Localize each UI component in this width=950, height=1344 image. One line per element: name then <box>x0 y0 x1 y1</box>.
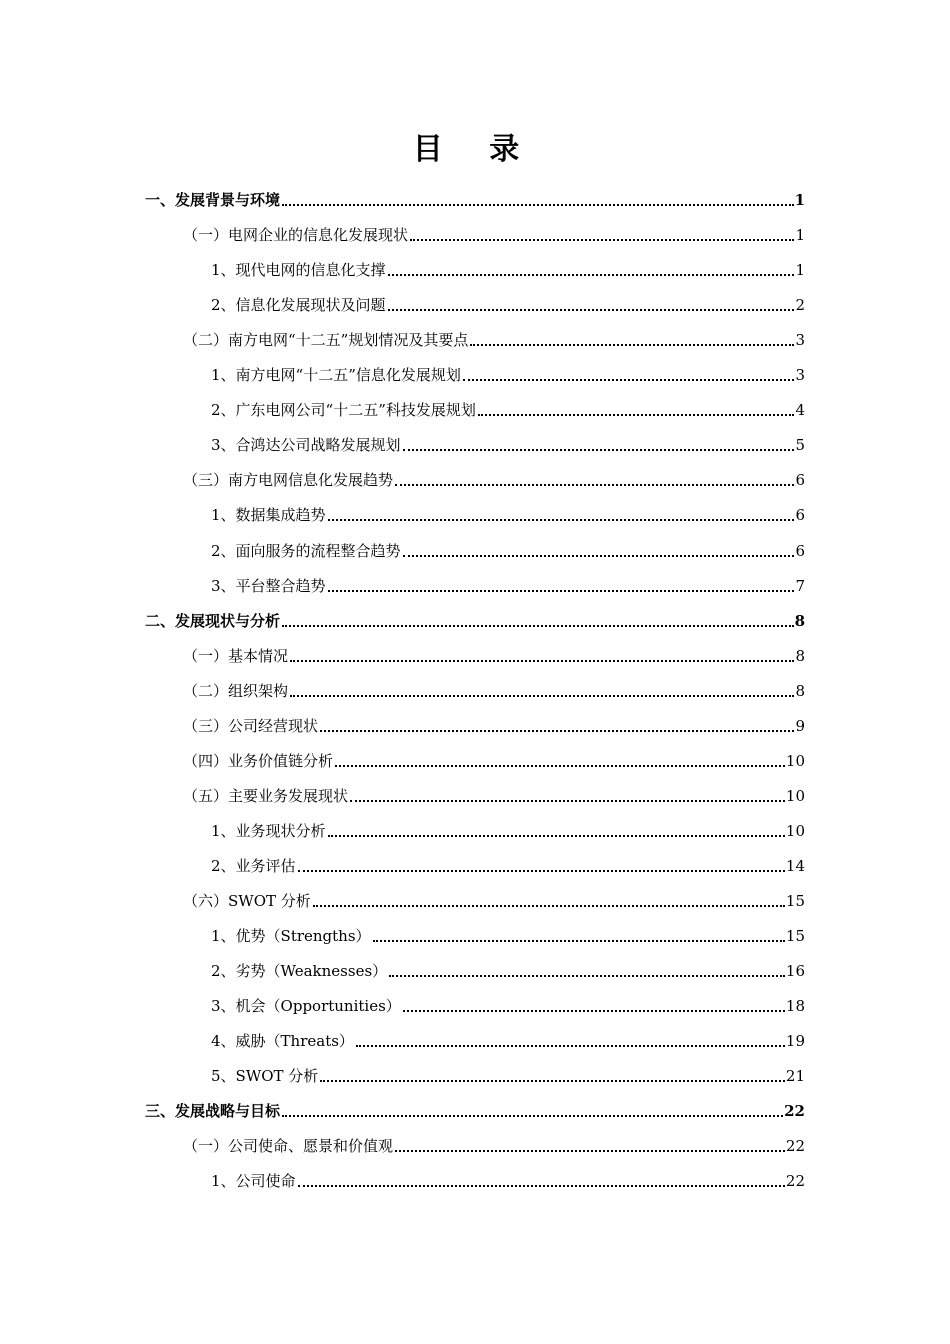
toc-entry-label: 1、业务现状分析 <box>211 821 326 840</box>
toc-entry-label: 1、公司使命 <box>211 1172 296 1191</box>
toc-entry[interactable] <box>145 1097 805 1121</box>
toc-dot-leader <box>335 764 785 767</box>
toc-dot-leader <box>463 378 795 381</box>
toc-entry-label: （三）公司经营现状 <box>183 716 319 735</box>
toc-dot-leader <box>395 483 794 486</box>
toc-entry-label: 1、优势（Strengths） <box>211 927 371 946</box>
toc-dot-leader <box>313 904 785 907</box>
toc-entry-page-number: 10 <box>785 751 805 770</box>
toc-dot-leader <box>403 448 795 451</box>
toc-entry[interactable] <box>183 642 805 666</box>
toc-entry-page-number: 4 <box>795 401 805 420</box>
toc-dot-leader <box>410 238 794 241</box>
toc-entry-label: （四）业务价值链分析 <box>183 751 334 770</box>
toc-entry-label: （一）基本情况 <box>183 646 289 665</box>
toc-entry-page-number: 1 <box>794 191 805 209</box>
toc-entry-page-number: 18 <box>785 997 805 1016</box>
toc-entry-label: 2、广东电网公司“十二五”科技发展规划 <box>211 401 476 420</box>
toc-dot-leader <box>395 1149 785 1152</box>
toc-dot-leader <box>356 1044 785 1047</box>
toc-entry[interactable] <box>211 256 805 280</box>
toc-entry[interactable] <box>211 431 805 455</box>
toc-entry-page-number: 6 <box>795 471 805 490</box>
toc-entry[interactable] <box>183 326 805 350</box>
toc-entry-page-number: 22 <box>785 1172 805 1191</box>
toc-entry[interactable] <box>211 291 805 315</box>
toc-entry-label: 5、SWOT 分析 <box>211 1067 319 1086</box>
toc-entry-page-number: 1 <box>795 261 805 280</box>
toc-dot-leader <box>290 659 794 662</box>
toc-entry-label: 3、合鸿达公司战略发展规划 <box>211 436 401 455</box>
toc-dot-leader <box>470 343 794 346</box>
toc-dot-leader <box>403 1009 785 1012</box>
toc-entry-page-number: 6 <box>795 506 805 525</box>
toc-entry[interactable] <box>211 852 805 876</box>
toc-entry-label: 3、机会（Opportunities） <box>211 997 401 1016</box>
toc-dot-leader <box>388 308 795 311</box>
toc-entry-page-number: 9 <box>795 716 805 735</box>
toc-dot-leader <box>328 589 795 592</box>
toc-entry-page-number: 19 <box>785 1032 805 1051</box>
toc-entry[interactable] <box>211 1167 805 1191</box>
toc-entry-page-number: 1 <box>795 226 805 245</box>
toc-dot-leader <box>320 729 794 732</box>
toc-dot-leader <box>298 1184 785 1187</box>
toc-dot-leader <box>282 1114 783 1117</box>
toc-entry[interactable] <box>183 782 805 806</box>
toc-entry[interactable] <box>211 361 805 385</box>
toc-entry-page-number: 8 <box>795 681 805 700</box>
toc-entry[interactable] <box>211 957 805 981</box>
toc-entry-page-number: 3 <box>795 331 805 350</box>
toc-entry-label: 4、威胁（Threats） <box>211 1032 354 1051</box>
toc-dot-leader <box>290 694 794 697</box>
toc-entry[interactable] <box>183 887 805 911</box>
toc-entry-page-number: 8 <box>794 611 805 630</box>
toc-dot-leader <box>403 554 795 557</box>
toc-dot-leader <box>389 974 785 977</box>
toc-entry-page-number: 7 <box>795 576 805 595</box>
toc-entry-label: （二）南方电网“十二五”规划情况及其要点 <box>183 331 469 350</box>
toc-dot-leader <box>328 834 785 837</box>
toc-entry-page-number: 21 <box>785 1067 805 1086</box>
toc-entry[interactable] <box>211 572 805 596</box>
toc-entry-page-number: 5 <box>795 436 805 455</box>
toc-entry[interactable] <box>211 501 805 525</box>
toc-entry-page-number: 22 <box>785 1137 805 1156</box>
toc-entry-label: 2、业务评估 <box>211 856 296 875</box>
toc-entry-page-number: 10 <box>785 786 805 805</box>
toc-entry-label: 一、发展背景与环境 <box>145 191 281 209</box>
toc-entry-label: （五）主要业务发展现状 <box>183 786 349 805</box>
toc-dot-leader <box>298 869 785 872</box>
toc-entry[interactable] <box>145 607 805 631</box>
toc-entry[interactable] <box>211 992 805 1016</box>
toc-entry-page-number: 3 <box>795 366 805 385</box>
toc-dot-leader <box>282 624 794 627</box>
toc-entry[interactable] <box>211 922 805 946</box>
toc-entry-label: 二、发展现状与分析 <box>145 611 281 630</box>
toc-entry[interactable] <box>183 1132 805 1156</box>
toc-entry[interactable] <box>211 537 805 561</box>
toc-dot-leader <box>478 413 795 416</box>
toc-dot-leader <box>320 1079 785 1082</box>
toc-entry[interactable] <box>183 747 805 771</box>
toc-entry[interactable] <box>211 817 805 841</box>
toc-dot-leader <box>388 273 795 276</box>
toc-entry[interactable] <box>211 1027 805 1051</box>
toc-entry-label: 2、信息化发展现状及问题 <box>211 296 386 315</box>
toc-entry[interactable] <box>183 466 805 490</box>
toc-entry[interactable] <box>145 186 805 210</box>
toc-dot-leader <box>328 518 795 521</box>
toc-entry-page-number: 16 <box>785 962 805 981</box>
toc-entry[interactable] <box>211 396 805 420</box>
toc-entry-page-number: 10 <box>785 821 805 840</box>
toc-dot-leader <box>350 799 785 802</box>
toc-entry-page-number: 2 <box>795 296 805 315</box>
toc-entry-page-number: 6 <box>795 541 805 560</box>
toc-dot-leader <box>282 203 794 206</box>
toc-entry-label: 三、发展战略与目标 <box>145 1102 281 1121</box>
toc-entry-label: 1、南方电网“十二五”信息化发展规划 <box>211 366 461 385</box>
toc-entry[interactable] <box>183 712 805 736</box>
toc-entry-page-number: 15 <box>785 892 805 910</box>
toc-entry-label: （二）组织架构 <box>183 681 289 700</box>
toc-entry-page-number: 15 <box>785 927 805 946</box>
toc-entry[interactable] <box>183 221 805 245</box>
toc-entry-page-number: 8 <box>795 646 805 665</box>
toc-dot-leader <box>373 939 785 942</box>
toc-entry-label: 2、面向服务的流程整合趋势 <box>211 541 401 560</box>
page-title: 目 录 <box>412 132 538 167</box>
toc-entry-label: 1、数据集成趋势 <box>211 506 326 525</box>
toc-entry[interactable] <box>211 1062 805 1086</box>
toc-entry-label: 2、劣势（Weaknesses） <box>211 962 388 981</box>
toc-entry-label: 1、现代电网的信息化支撑 <box>211 261 386 280</box>
toc-entry-label: （一）公司使命、愿景和价值观 <box>183 1137 394 1156</box>
toc-entry-label: （一）电网企业的信息化发展现状 <box>183 226 409 245</box>
toc-entry[interactable] <box>183 677 805 701</box>
toc-entry-page-number: 14 <box>785 856 805 875</box>
toc-entry-label: （三）南方电网信息化发展趋势 <box>183 471 394 490</box>
toc-entry-page-number: 22 <box>784 1102 805 1121</box>
toc-entry-label: （六）SWOT 分析 <box>183 892 311 910</box>
toc-entry-label: 3、平台整合趋势 <box>211 576 326 595</box>
